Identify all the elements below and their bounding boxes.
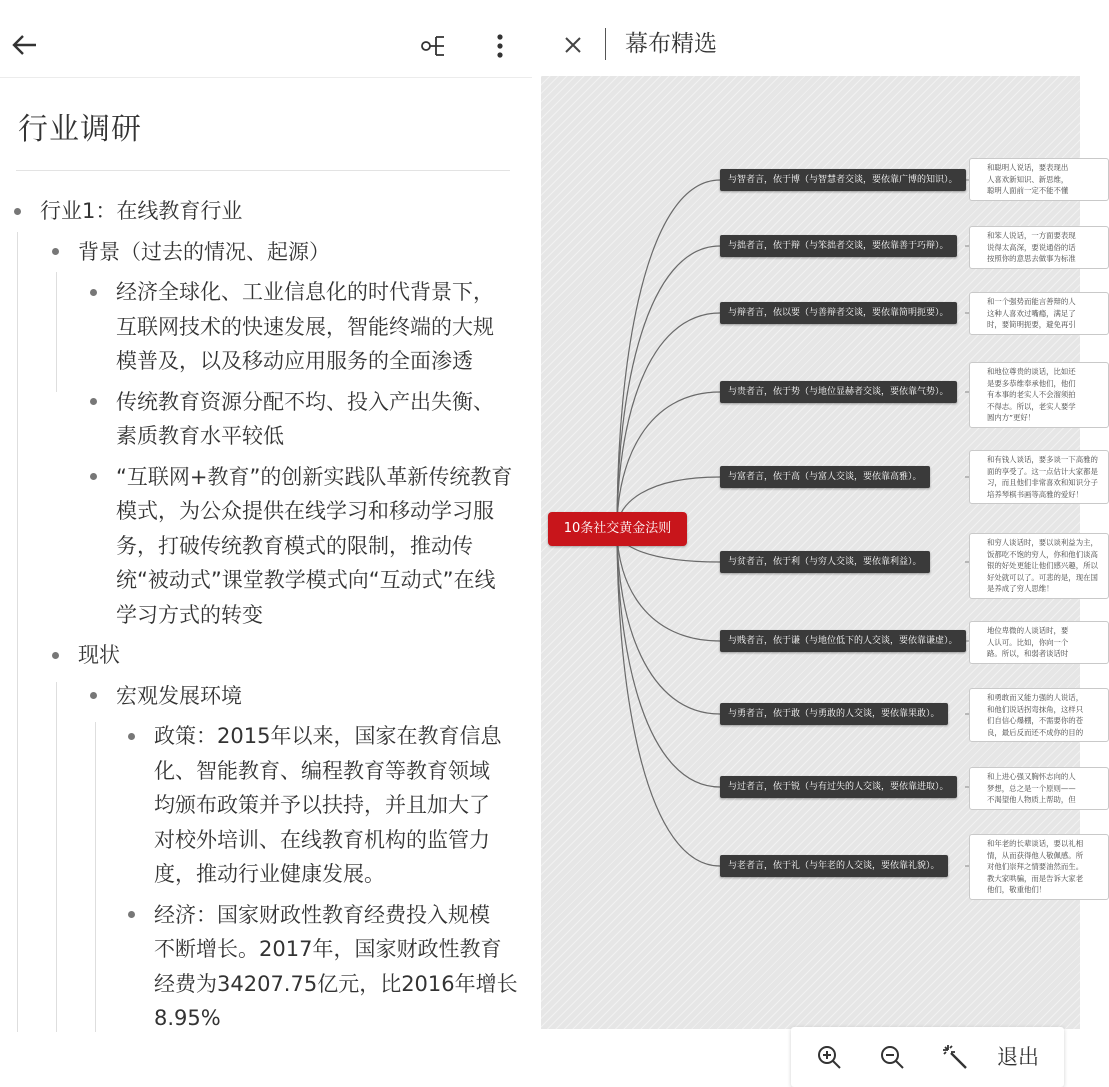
magic-wand-icon <box>941 1043 969 1071</box>
outline-item-text: 现状 <box>78 643 120 667</box>
mindmap-connector <box>617 180 720 529</box>
mindmap-connector <box>617 529 720 714</box>
zoom-out-button[interactable] <box>876 1041 908 1073</box>
note-line: 和聪明人说话，要表现出 <box>987 163 1069 172</box>
document-title: 行业调研 <box>18 112 142 147</box>
outline-item-text: 政策：2015年以来，国家在教育信息 <box>154 724 502 748</box>
note-line: 和笨人说话，一方面要表现 <box>987 231 1076 240</box>
bullet-dot[interactable] <box>14 208 21 215</box>
outline-item-text: 素质教育水平较低 <box>116 424 284 448</box>
outline-item-text: 互联网技术的快速发展，智能终端的大规 <box>116 314 494 339</box>
note-line: 是要多恭维奉承他们，他们 <box>987 378 1076 388</box>
outline-item-text: 经费为34207.75亿元，比2016年增长 <box>154 971 518 996</box>
note-line: 和上进心强又胸怀志向的人 <box>987 772 1076 781</box>
more-button[interactable] <box>486 30 514 62</box>
mindmap-branch-node[interactable]: 与勇者言，依于敢（与勇敢的人交谈，要依靠果敢）。 <box>720 703 948 725</box>
panel-title: 幕布精选 <box>625 31 717 57</box>
bullet-dot[interactable] <box>128 733 135 740</box>
mindmap-note-card[interactable] <box>969 226 1109 269</box>
note-line: 聪明人面前一定不能不懂 <box>987 186 1069 195</box>
note-line: 说得太高深，要说通俗的话 <box>987 242 1076 252</box>
more-vertical-icon <box>496 33 504 59</box>
note-line: 圆内方”更好！ <box>987 413 1036 422</box>
indent-guide <box>56 682 57 1032</box>
bullet-dot[interactable] <box>52 248 59 255</box>
outline-item-text: 统“被动式”课堂教学模式向“互动式”在线 <box>116 568 496 592</box>
outline-item-text: 传统教育资源分配不均、投入产出失衡、 <box>116 389 494 414</box>
mindmap-canvas[interactable] <box>541 76 1098 1069</box>
indent-guide <box>56 272 57 392</box>
note-line: 情，从而获得他人敬佩感。所 <box>987 850 1084 860</box>
bullet-dot[interactable] <box>128 911 135 918</box>
outline-item-text: 度，推动行业健康发展。 <box>154 862 385 886</box>
header-separator <box>605 28 606 60</box>
note-line: 银的好处更能让他们感兴趣，所以 <box>987 561 1098 570</box>
note-line: 不渴望他人物质上帮助，但 <box>987 795 1076 804</box>
outline-item-text: 模式，为公众提供在线学习和移动学习服 <box>116 499 494 523</box>
outline-item[interactable] <box>0 719 532 892</box>
note-line: 是养成了穷人思维！ <box>987 584 1054 593</box>
close-icon <box>564 36 582 54</box>
note-line: 良，最后反而还不成你的目的 <box>987 727 1084 737</box>
title-divider <box>16 170 510 171</box>
outline-item-text: 务，打破传统教育模式的限制，推动传 <box>116 533 473 558</box>
mindmap-button[interactable] <box>418 30 450 62</box>
arrow-left-icon <box>12 34 38 56</box>
exit-button[interactable]: 退出 <box>997 1045 1039 1069</box>
outline-item[interactable] <box>0 235 532 270</box>
note-line: 面的享受了。这一点估计大家都是 <box>987 466 1098 476</box>
outline-item-text: 不断增长。2017年，国家财政性教育 <box>154 937 502 961</box>
mindmap-note-card[interactable] <box>969 362 1109 428</box>
mindmap-note-card[interactable] <box>969 688 1109 742</box>
note-line: 和年老的长辈谈话，要以礼相 <box>987 839 1084 848</box>
mindmap-branch-node[interactable]: 与贵者言，依于势（与地位显赫者交谈，要依靠气势）。 <box>720 381 957 403</box>
document-panel <box>0 0 532 1080</box>
outline-item-text: 经济全球化、工业信息化的时代背景下， <box>116 280 494 304</box>
note-line: 教大家哄骗，而是告诉大家老 <box>987 873 1084 883</box>
note-line: 这种人喜欢过嘴瘾，满足了 <box>987 308 1076 318</box>
outline-item-text: 8.95% <box>154 1006 221 1030</box>
close-button[interactable] <box>561 28 585 62</box>
mindmap-connector <box>617 529 720 787</box>
mindmap-note-card[interactable] <box>969 533 1109 599</box>
mindmap-branch-node[interactable]: 与老者言，依于礼（与年老的人交谈，要依靠礼貌）。 <box>720 855 948 877</box>
mindmap-connector <box>617 392 720 529</box>
outline-item[interactable] <box>0 385 532 454</box>
document-toolbar <box>0 0 532 78</box>
mindmap-note-card[interactable] <box>969 621 1109 664</box>
note-line: 和穷人谈话时，要以谈利益为主， <box>987 538 1098 547</box>
outline-item[interactable] <box>0 679 532 714</box>
back-button[interactable] <box>10 28 40 62</box>
outline-item-text: 对校外培训、在线教育机构的监管力 <box>154 827 490 852</box>
mindmap-branch-node[interactable]: 与过者言，依于锐（与有过失的人交谈，要依靠进取）。 <box>720 776 957 798</box>
outline-item-text: 行业1：在线教育行业 <box>40 199 243 223</box>
zoom-out-icon <box>879 1044 905 1070</box>
outline-item[interactable] <box>0 460 532 633</box>
indent-guide <box>95 722 96 1032</box>
outline-item-text: 模普及，以及移动应用服务的全面渗透 <box>116 349 473 373</box>
note-line: 按照你的意思去做事为标准 <box>987 254 1076 263</box>
indent-guide <box>17 232 18 1032</box>
magic-wand-button[interactable] <box>939 1041 971 1073</box>
note-line: 不得志。所以，老实人要学 <box>987 401 1076 411</box>
zoom-in-icon <box>816 1044 842 1070</box>
mindmap-note-card[interactable] <box>969 767 1109 810</box>
note-line: 地位卑微的人谈话时，要 <box>987 626 1069 635</box>
note-line: 人认可。比如，你向一个 <box>987 637 1069 647</box>
outline-item[interactable] <box>0 275 532 379</box>
bullet-dot[interactable] <box>90 398 97 405</box>
mindmap-connector <box>617 246 720 529</box>
outline-item-text: 背景（过去的情况、起源） <box>78 239 330 264</box>
note-line: 饭都吃不饱的穷人，你和他们谈高 <box>987 549 1098 559</box>
mindmap-connector <box>617 529 720 866</box>
bullet-dot[interactable] <box>90 289 97 296</box>
note-line: 和勇敢而又能力强的人说话， <box>987 693 1084 702</box>
outline-item-text: 经济：国家财政性教育经费投入规模 <box>154 902 490 927</box>
mindmap-branch-node[interactable]: 与智者言，依于博（与智慧者交谈，要依靠广博的知识）。 <box>720 169 966 191</box>
mindmap-panel <box>541 0 1098 1080</box>
outline-list <box>0 192 532 1030</box>
mindmap-branch-node[interactable]: 与辩者言，依以要（与善辩者交谈，要依靠简明扼要）。 <box>720 302 957 324</box>
mindmap-branch-node[interactable]: 与拙者言，依于辩（与笨拙者交谈，要依靠善于巧辩）。 <box>720 235 957 257</box>
bullet-dot[interactable] <box>90 473 97 480</box>
zoom-in-button[interactable] <box>813 1041 845 1073</box>
note-line: 时，要简明扼要，避免再引 <box>987 320 1076 329</box>
mindmap-branch-node[interactable]: 与贱者言，依于谦（与地位低下的人交谈，要依靠谦虚）。 <box>720 630 966 652</box>
mindmap-note-card[interactable] <box>969 834 1109 900</box>
outline-item-text: “互联网+教育”的创新实践队革新传统教育 <box>116 464 513 489</box>
note-line: 对他们崇拜之情要油然而生。 <box>987 862 1084 871</box>
note-line: 习，而且他们非常喜欢和知识分子 <box>987 478 1098 487</box>
mindmap-note-card[interactable] <box>969 292 1109 335</box>
bullet-dot[interactable] <box>52 652 59 659</box>
mindmap-note-card[interactable] <box>969 158 1109 201</box>
note-line: 和地位尊贵的谈话，比如还 <box>987 367 1076 376</box>
note-line: 好处就可以了。可悲的是，现在国 <box>987 572 1098 582</box>
mindmap-icon <box>420 33 448 59</box>
note-line: 和一个强势而能言善辩的人 <box>987 297 1076 306</box>
mindmap-root-node[interactable]: 10条社交黄金法则 <box>548 512 687 546</box>
bullet-dot[interactable] <box>90 692 97 699</box>
outline-item-text: 学习方式的转变 <box>116 602 263 627</box>
outline-item[interactable] <box>0 638 532 673</box>
outline-item-text: 宏观发展环境 <box>116 683 242 708</box>
note-line: 他们，敬重他们！ <box>987 885 1047 894</box>
note-line: 和有钱人谈话，要多谈一下高雅的 <box>987 455 1098 464</box>
mindmap-branch-node[interactable]: 与富者言，依于高（与富人交谈，要依靠高雅）。 <box>720 466 930 488</box>
note-line: 路。所以，和弱者谈话时 <box>987 649 1069 658</box>
note-line: 和他们说话拐弯抹角，这样只 <box>987 704 1084 714</box>
outline-item[interactable] <box>0 898 532 1036</box>
outline-item-text: 均颁布政策并予以扶持，并且加大了 <box>154 793 490 817</box>
outline-item[interactable] <box>0 194 532 229</box>
note-line: 人喜欢新知识、新思维， <box>987 174 1069 184</box>
note-line: 培养琴棋书画等高雅的爱好！ <box>987 489 1084 499</box>
note-line: 梦想，总之是一个原则—— <box>987 783 1076 793</box>
zoom-toolbar <box>791 1027 1064 1087</box>
outline-item-text: 化、智能教育、编程教育等教育领域 <box>154 758 490 783</box>
mindmap-branch-node[interactable]: 与贫者言，依于利（与穷人交谈，要依靠利益）。 <box>720 551 930 573</box>
mindmap-connector <box>617 313 720 529</box>
note-line: 有本事的老实人不会溜须拍 <box>987 390 1076 399</box>
note-line: 们自信心爆棚，不需要你的苍 <box>987 716 1084 725</box>
mindmap-note-card[interactable] <box>969 450 1109 504</box>
